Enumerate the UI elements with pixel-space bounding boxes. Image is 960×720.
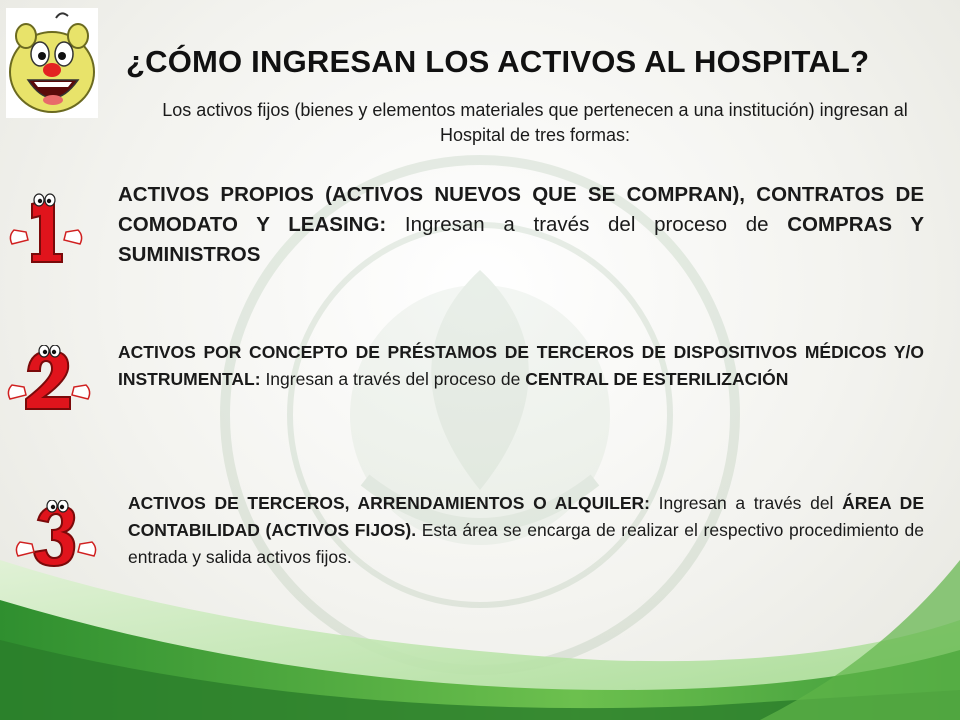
list-item-3 bbox=[128, 490, 924, 571]
list-item-1 bbox=[118, 180, 924, 270]
item-3-process: ÁREA DE CONTABILIDAD (ACTIVOS FIJOS). bbox=[128, 493, 924, 540]
item-3-text: Ingresan a través del bbox=[649, 493, 843, 513]
item-1-text: Ingresan a través del proceso de bbox=[386, 213, 788, 236]
item-3-heading: ACTIVOS DE TERCEROS, ARRENDAMIENTOS O ALQUILER: bbox=[128, 493, 650, 513]
item-2-text: Ingresan a través del proceso de bbox=[260, 369, 526, 389]
number-three-icon bbox=[14, 500, 98, 570]
intro-text: Los activos fijos (bienes y elementos materiales que pertenecen a una institución) ingresan al Hospital de tres formas: bbox=[162, 100, 908, 145]
number-one-icon bbox=[4, 190, 88, 266]
number-two-icon bbox=[4, 345, 94, 415]
item-3-after: Esta área se encarga de realizar el respectivo procedimiento de entrada y salida activos fijos. bbox=[128, 520, 925, 567]
page-title: ¿CÓMO INGRESAN LOS ACTIVOS AL HOSPITAL? bbox=[126, 44, 870, 79]
item-2-heading: ACTIVOS POR CONCEPTO DE PRÉSTAMOS DE TERCEROS DE DISPOSITIVOS MÉDICOS Y/O INSTRUMENTAL: bbox=[118, 342, 924, 389]
list-item-2 bbox=[118, 339, 924, 393]
item-1-process: COMPRAS Y SUMINISTROS bbox=[118, 213, 925, 266]
item-1-heading: ACTIVOS PROPIOS (ACTIVOS NUEVOS QUE SE COMPRAN), CONTRATOS DE COMODATO Y LEASING: bbox=[118, 183, 924, 236]
item-2-process: CENTRAL DE ESTERILIZACIÓN bbox=[525, 369, 789, 389]
mascot-icon bbox=[6, 8, 98, 118]
